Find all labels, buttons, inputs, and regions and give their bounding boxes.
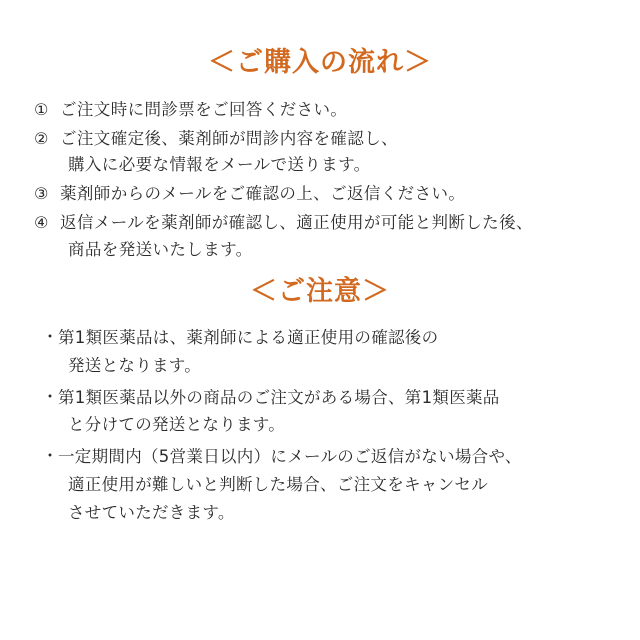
list-item — [42, 384, 610, 439]
list-item — [34, 210, 608, 263]
step-text — [60, 97, 608, 124]
bullet-icon: ・ — [42, 327, 59, 347]
list-item — [42, 324, 610, 379]
list-item — [34, 181, 608, 208]
step-line: ご注文確定後、薬剤師が問診内容を確認し、 — [60, 128, 398, 148]
step-line: 返信メールを薬剤師が確認し、適正使用が可能と判断した後、 — [60, 212, 533, 232]
note-line: 第1類医薬品は、薬剤師による適正使用の確認後の — [58, 328, 439, 348]
step-line: 商品を発送いたします。 — [68, 239, 253, 259]
step-text — [60, 210, 608, 263]
step-marker: ① — [34, 100, 49, 119]
step-text — [60, 126, 608, 179]
step-line: ご注文時に問診票をご回答ください。 — [60, 100, 348, 119]
step-marker: ② — [34, 128, 49, 148]
list-item — [34, 126, 608, 179]
purchase-flow-heading: ＜ご購入の流れ＞ — [208, 47, 432, 78]
note-text — [58, 384, 610, 439]
note-text — [58, 443, 610, 526]
note-line: させていただきます。 — [68, 502, 235, 522]
note-line: と分けての発送となります。 — [68, 415, 286, 435]
step-marker: ④ — [34, 212, 49, 232]
purchase-flow-list — [26, 97, 614, 263]
list-item — [42, 443, 610, 526]
bullet-icon: ・ — [42, 446, 59, 466]
list-item — [34, 97, 608, 124]
note-line: 第1類医薬品以外の商品のご注文がある場合、第1類医薬品 — [58, 387, 500, 407]
note-line: 適正使用が難しいと判断した場合、ご注文をキャンセル — [68, 474, 488, 494]
note-line: 一定期間内（5営業日以内）にメールのご返信がない場合や、 — [58, 447, 522, 467]
note-line: 発送となります。 — [68, 356, 202, 376]
bullet-icon: ・ — [42, 386, 59, 406]
caution-list — [26, 324, 614, 526]
step-line: 購入に必要な情報をメールで送ります。 — [68, 155, 371, 175]
step-line: 薬剤師からのメールをご確認の上、ご返信ください。 — [60, 184, 466, 204]
note-text — [58, 324, 610, 379]
step-marker: ③ — [34, 184, 49, 204]
caution-heading: ＜ご注意＞ — [250, 276, 390, 308]
step-text — [60, 181, 608, 208]
